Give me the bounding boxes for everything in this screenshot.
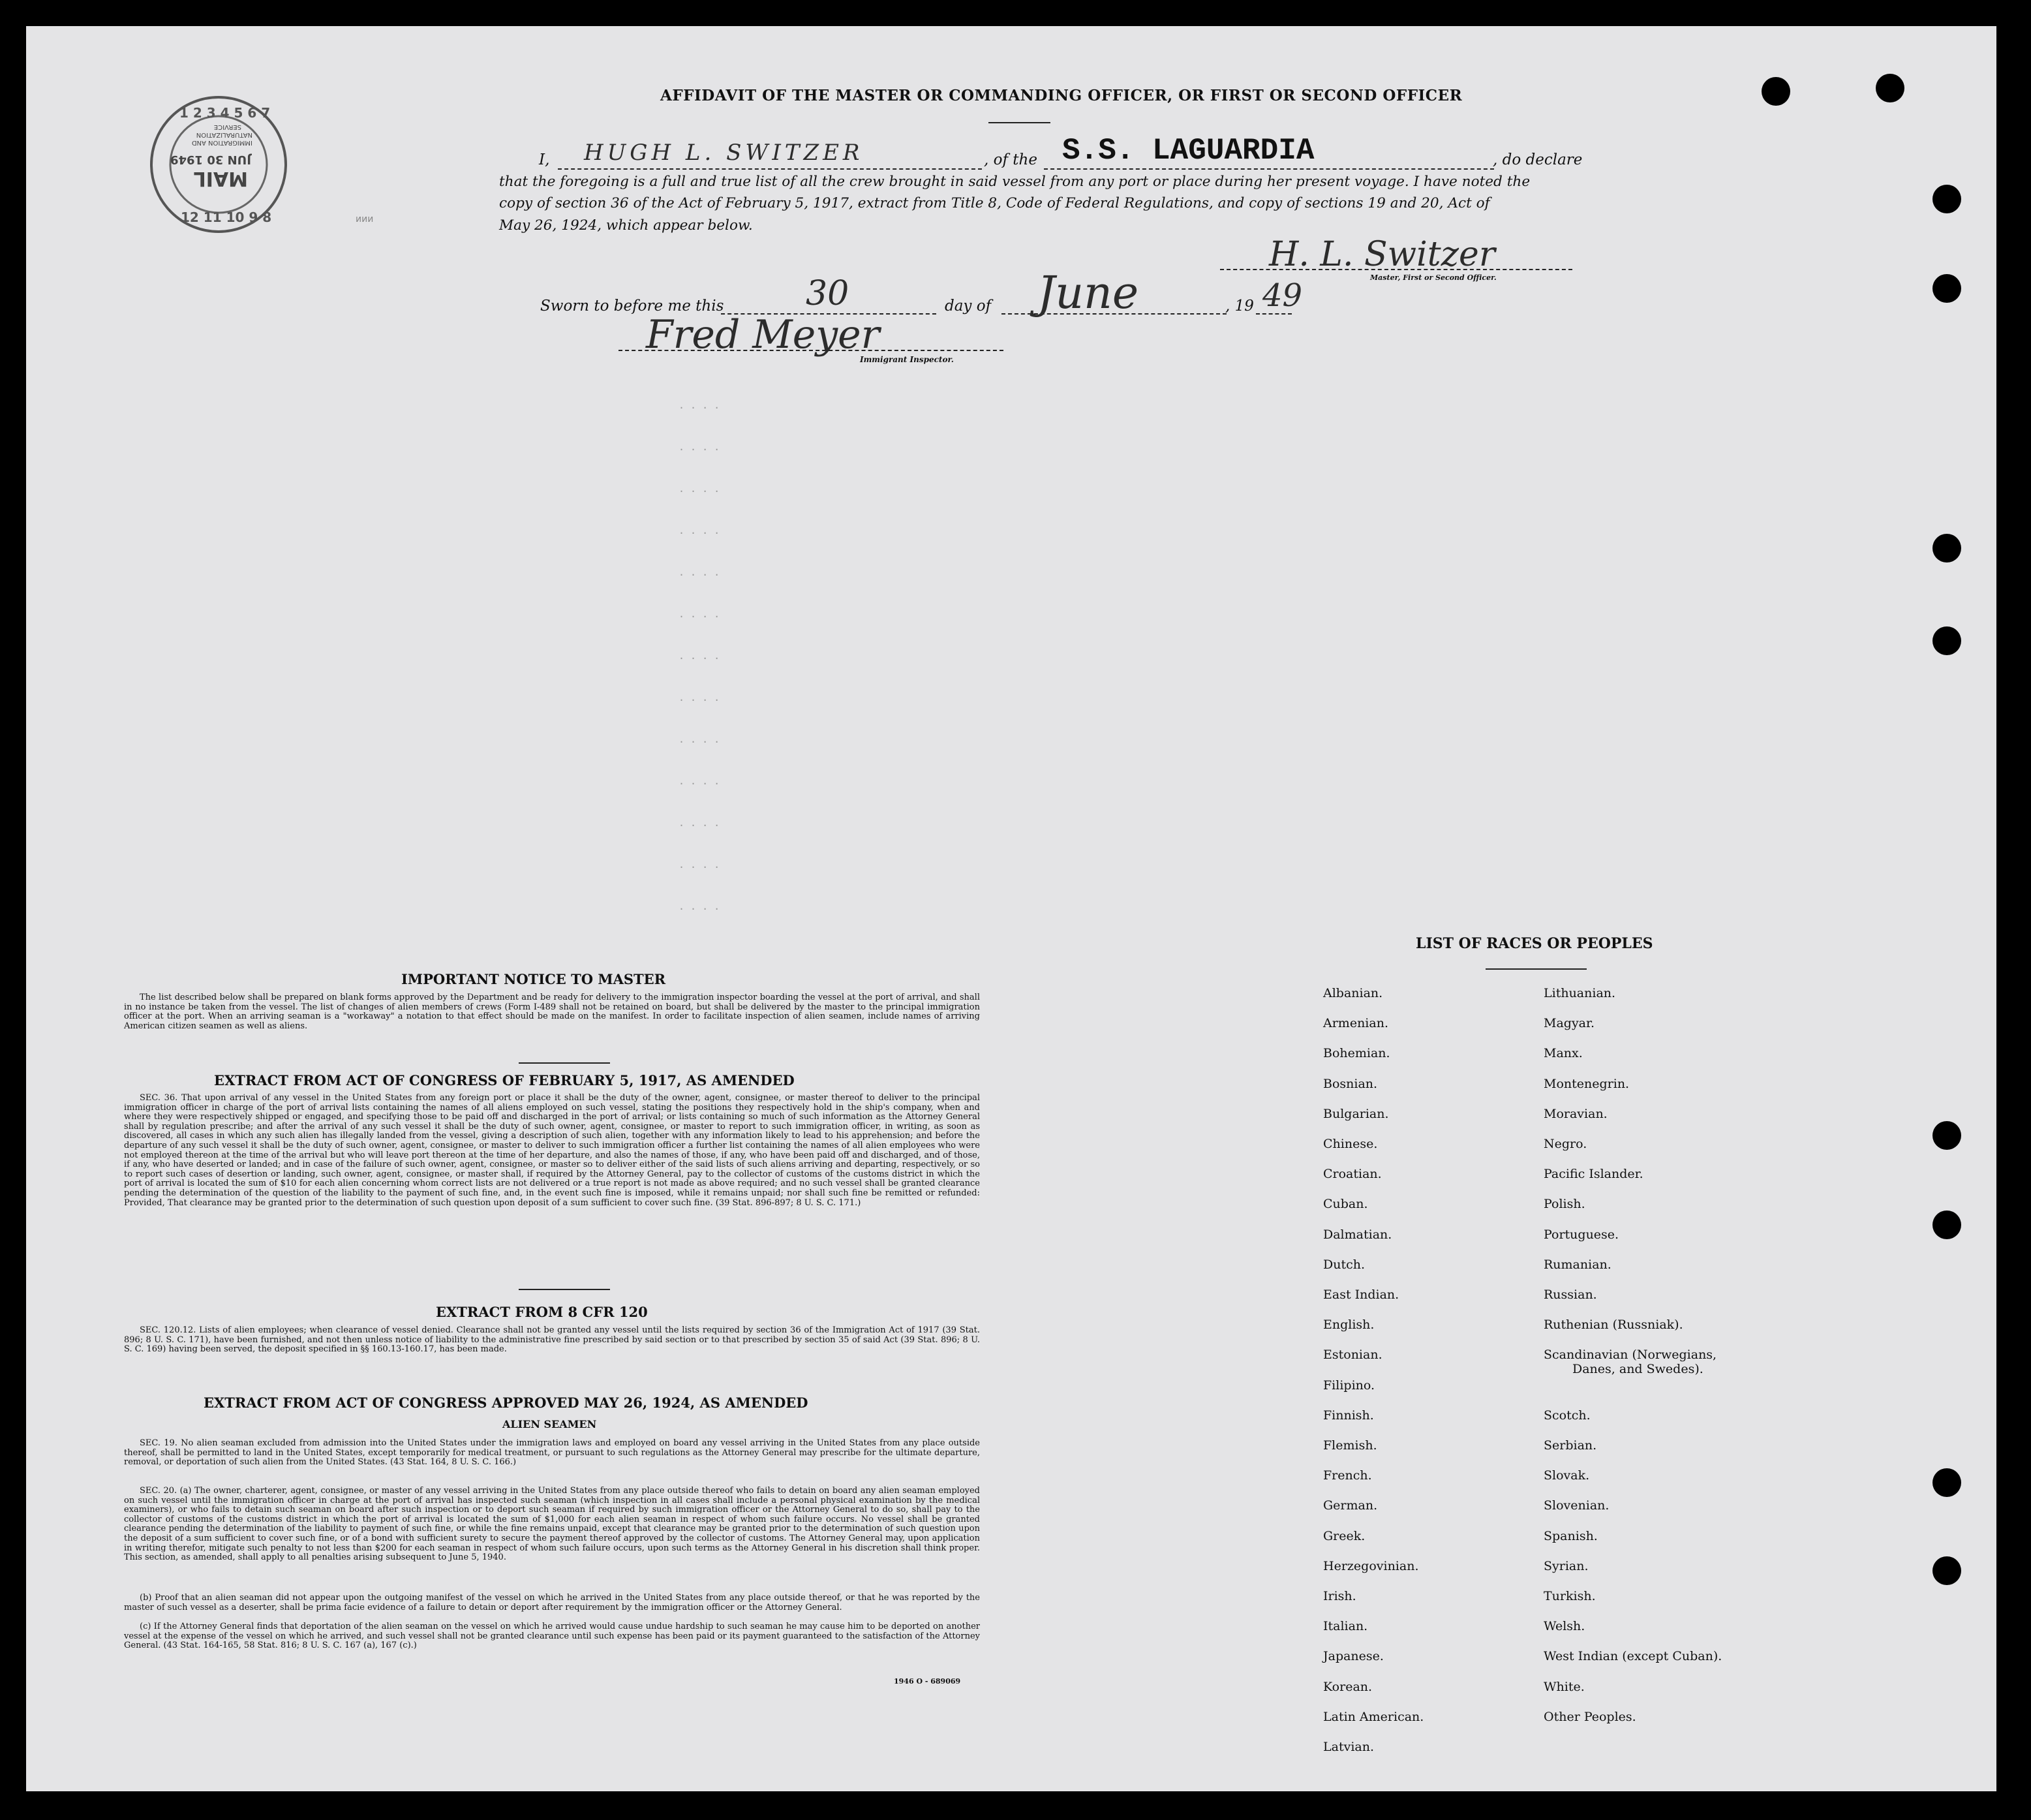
race-item: Russian. xyxy=(1544,1288,1597,1302)
race-item: Albanian. xyxy=(1323,986,1383,1000)
race-item: Irish. xyxy=(1323,1589,1356,1603)
race-item: Flemish. xyxy=(1323,1438,1377,1453)
race-item: Polish. xyxy=(1544,1197,1585,1212)
race-item: Bohemian. xyxy=(1323,1046,1390,1061)
extract-1917-body: SEC. 36. That upon arrival of any vessel in the United States from any foreign port or place it shall be the duty of the owner, agent, consignee, or master thereof to deliver to the principal immigration officer in charge of the port of arrival lists containing the names of all aliens employed on such vessel, stating the positions they respectively hold in the ship's company, when and where they were respectively shipped or engaged, and specifying those to be paid off and discharged in the port of arrival; or lists containing so much of such information as the Attorney General shall by regulation prescribe; and after the arrival of any such vessel it shall be the duty of such owner, agent, consignee, or master to report to such immigration officer, in writing, as soon as discovered, all cases in which any such alien has illegally landed from the vessel, giving a description of such alien, together with any information likely to lead to his apprehension; and before the departure of any such vessel it shall be the duty of such owner, agent, consignee, or master to deliver to such immigration officer a further list containing the names of all alien employees who were not employed thereon at the time of the arrival but who will leave port thereon at the time of her departure, and also the names of those, if any, who have been paid off and discharged, and of those, if any, who have deserted or landed; and in case of the failure of such owner, agent, consignee, or master so to deliver either of the said lists of such aliens arriving and departing, respectively, or so to report such cases of desertion or landing, such owner, agent, consignee, or master shall, if required by the Attorney General, pay to the collector of customs of the customs district in which the port of arrival is located the sum of $10 for each alien concerning whom correct lists are not delivered or a true report is not made as above required; and no such vessel shall be granted clearance pending the determination of the question of the liability to the payment of such fine, and, in the event such fine is imposed, while it remains unpaid; nor shall such fine be remitted or refunded: Provided, That clearance may be granted prior to the determination of such question upon deposit of a sum sufficient to cover such fine. (39 Stat. 896-897; 8 U. S. C. 171.) xyxy=(124,1093,980,1208)
race-item: Turkish. xyxy=(1544,1589,1596,1603)
binder-hole xyxy=(1876,74,1904,102)
binder-hole xyxy=(1932,1468,1961,1497)
extract-1924-sec20a: SEC. 20. (a) The owner, charterer, agent, consignee, or master of any vessel arriving in the United States from any place outside thereof who fails to detain on board any alien seaman employed on such vessel until the immigration officer in charge at the port of arrival has inspected such seaman (which inspection in all cases shall include a personal physical examination by the medical examiners), or who fails to detain such seaman on board after such inspection or to deport such seaman if required by such immigration officer or the Attorney General to do so, shall pay to the collector of customs of the customs district in which the port of arrival is located the sum of $1,000 for each alien seaman in respect of whom such failure occurs. No vessel shall be granted clearance pending the determination of the liability to payment of such fine, or while the fine remains unpaid, except that clearance may be granted prior to the determination of such question upon the deposit of a sum sufficient to cover such fine, or of a bond with sufficient surety to secure the payment thereof approved by the collector of customs. The Attorney General may, upon application in writing therefor, mitigate such penalty to not less than $200 for each seaman in respect of whom such failure occurs, upon such terms as the Attorney General in his discretion shall think proper. This section, as amended, shall apply to all penalties arising subsequent to June 5, 1940. xyxy=(124,1486,980,1563)
print-code: 1946 O - 689069 xyxy=(894,1677,961,1686)
race-item: Syrian. xyxy=(1544,1558,1589,1573)
master-caption: Master, First or Second Officer. xyxy=(1370,273,1497,282)
affidavit-title: AFFIDAVIT OF THE MASTER OR COMMANDING OFFICER, OR FIRST OR SECOND OFFICER xyxy=(660,87,1463,104)
races-divider xyxy=(1486,968,1587,970)
sworn-year: 49 xyxy=(1262,277,1303,314)
race-item: German. xyxy=(1323,1498,1378,1513)
extract-cfr-body: SEC. 120.12. Lists of alien employees; when clearance of vessel denied. Clearance shall not be granted any vessel until the lists required by section 36 of the Immigration Act of 1917 (39 Stat. 896; 8 U. S. C. 171), have been furnished, and not then unless notice of liability to the administrative fine prescribed by said section or to that prescribed by section 35 of said Act (39 Stat. 896; 8 U. S. C. 169) having been served, the deposit specified in §§ 160.13-160.17, has been made. xyxy=(124,1325,980,1355)
race-item: Chinese. xyxy=(1323,1137,1378,1151)
race-item: Bulgarian. xyxy=(1323,1106,1389,1121)
race-item: Other Peoples. xyxy=(1544,1709,1636,1724)
extract-cfr-title: EXTRACT FROM 8 CFR 120 xyxy=(436,1304,648,1320)
vessel-line xyxy=(1044,168,1494,170)
svg-text:IMMIGRATION AND: IMMIGRATION AND xyxy=(191,139,252,146)
race-item: Negro. xyxy=(1544,1137,1587,1151)
officer-name: HUGH L. SWITZER xyxy=(584,140,864,166)
race-item: Latvian. xyxy=(1323,1740,1374,1754)
race-item: Dalmatian. xyxy=(1323,1227,1392,1242)
stamp-icon xyxy=(147,91,374,248)
race-item: Ruthenian (Russniak). xyxy=(1544,1318,1683,1333)
svg-text:JUN 30 1949: JUN 30 1949 xyxy=(170,153,251,166)
faint-mark: · · · · xyxy=(679,820,720,831)
extract-1924-sec20b: (b) Proof that an alien seaman did not appear upon the outgoing manifest of the vessel on which he arrived in the United States from any place outside thereof, or that he was reported by the master of such vessel as a deserter, shall be prima facie evidence of a failure to detain or deport after requirement by the immigration officer or the Attorney General. xyxy=(124,1593,980,1612)
inspector-caption: Immigrant Inspector. xyxy=(860,355,954,364)
race-item: Dutch. xyxy=(1323,1257,1366,1272)
race-item: Magyar. xyxy=(1544,1016,1595,1031)
races-title: LIST OF RACES OR PEOPLES xyxy=(1416,935,1653,952)
faint-mark: · · · · xyxy=(679,486,720,497)
race-item: Moravian. xyxy=(1544,1106,1608,1121)
race-item: Spanish. xyxy=(1544,1528,1598,1543)
race-item: English. xyxy=(1323,1318,1375,1333)
notice-body: The list described below shall be prepared on blank forms approved by the Department and be ready for delivery to the immigration inspector boarding the vessel at the port of arrival, and shall in no instance be taken from the vessel. The list of changes of alien members of crews (Form I-489 shall not be retained on board, but shall be delivered by the master to the principal immigration officer at the port. When an arriving seaman is a "workaway" a notation to that effect should be made on the manifest. In order to facilitate inspection of alien seamen, include names of arriving American citizen seamen as well as aliens. xyxy=(124,993,980,1031)
sworn-month: June xyxy=(1037,268,1139,319)
faint-mark: · · · · xyxy=(679,653,720,664)
officer-name-line xyxy=(558,168,982,170)
faint-mark: · · · · xyxy=(679,527,720,539)
mail-stamp xyxy=(147,91,374,248)
race-item: Bosnian. xyxy=(1323,1076,1378,1091)
race-item: Finnish. xyxy=(1323,1408,1374,1423)
race-item: Cuban. xyxy=(1323,1197,1368,1212)
race-item: Lithuanian. xyxy=(1544,986,1616,1000)
sworn-day: 30 xyxy=(806,274,849,313)
faint-mark: · · · · xyxy=(679,778,720,790)
race-item: East Indian. xyxy=(1323,1288,1399,1302)
race-item: Pacific Islander. xyxy=(1544,1167,1643,1182)
race-item: Scotch. xyxy=(1544,1408,1591,1423)
bleed-through-marks xyxy=(561,398,757,946)
year-prefix: , 19 xyxy=(1225,298,1254,315)
extract-1924-sec20c: (c) If the Attorney General finds that deportation of the alien seaman on the vessel on which he arrived would cause undue hardship to such seaman he may cause him to be deported on another vessel at the expense of the vessel on which he arrived, and such vessel shall not be granted clearance until such expense has been paid or its payment guaranteed to the satisfaction of the Attorney General. (43 Stat. 164-165, 58 Stat. 816; 8 U. S. C. 167 (a), 167 (c).) xyxy=(124,1622,980,1651)
race-item: Scandinavian (Norwegians, xyxy=(1544,1348,1717,1363)
binder-hole xyxy=(1932,534,1961,563)
extract-1924-sec19: SEC. 19. No alien seaman excluded from admission into the United States under the immigration laws and employed on board any vessel arriving in the United States from any place outside thereof, shall be permitted to land in the United States, except temporarily for medical treatment, or pursuant to such regulations as the Attorney General may prescribe for the ultimate departure, removal, or deportation of such alien from the United States. (43 Stat. 164, 8 U. S. C. 166.) xyxy=(124,1438,980,1468)
faint-mark: · · · · xyxy=(679,444,720,455)
race-item: Welsh. xyxy=(1544,1619,1585,1634)
svg-text:12 11 10 9 8: 12 11 10 9 8 xyxy=(181,209,272,225)
race-item: White. xyxy=(1544,1679,1585,1694)
race-item: Montenegrin. xyxy=(1544,1076,1630,1091)
title-divider xyxy=(988,122,1050,123)
i-label: I, xyxy=(539,151,550,168)
race-item: West Indian (except Cuban). xyxy=(1544,1649,1722,1664)
do-declare-label: , do declare xyxy=(1493,151,1583,168)
svg-text:MAIL: MAIL xyxy=(193,167,248,190)
faint-mark: · · · · xyxy=(679,903,720,915)
extract-1917-divider xyxy=(519,1289,610,1290)
binder-hole xyxy=(1932,274,1961,303)
extract-1924-subtitle: ALIEN SEAMEN xyxy=(502,1418,597,1430)
day-of-label: day of xyxy=(945,298,992,315)
binder-hole xyxy=(1932,185,1961,213)
vessel-name: S.S. LAGUARDIA xyxy=(1062,134,1315,168)
race-item: Korean. xyxy=(1323,1679,1373,1694)
race-item: Italian. xyxy=(1323,1619,1368,1634)
binder-hole xyxy=(1762,77,1790,106)
race-item: Latin American. xyxy=(1323,1709,1424,1724)
race-item: Japanese. xyxy=(1323,1649,1384,1664)
faint-mark: · · · · xyxy=(679,611,720,623)
svg-text:NATURALIZATION: NATURALIZATION xyxy=(196,131,252,138)
faint-mark: · · · · xyxy=(679,694,720,706)
race-item: Danes, and Swedes). xyxy=(1572,1362,1703,1377)
svg-text:SERVICE: SERVICE xyxy=(213,123,241,131)
binder-hole xyxy=(1932,1121,1961,1150)
faint-mark: · · · · xyxy=(679,402,720,414)
race-item: Filipino. xyxy=(1323,1378,1375,1393)
binder-hole xyxy=(1932,626,1961,655)
race-item: French. xyxy=(1323,1468,1372,1483)
race-item: Herzegovinian. xyxy=(1323,1558,1419,1573)
race-item: Serbian. xyxy=(1544,1438,1597,1453)
race-item: Portuguese. xyxy=(1544,1227,1619,1242)
svg-text:1 2 3 4 5 6 7: 1 2 3 4 5 6 7 xyxy=(179,105,271,121)
race-item: Slovak. xyxy=(1544,1468,1590,1483)
notice-divider xyxy=(519,1062,610,1064)
master-signature: H. L. Switzer xyxy=(1269,235,1495,274)
extract-1917-title: EXTRACT FROM ACT OF CONGRESS OF FEBRUARY 5, 1917, AS AMENDED xyxy=(214,1072,795,1088)
race-item: Armenian. xyxy=(1323,1016,1388,1031)
race-item: Croatian. xyxy=(1323,1167,1382,1182)
extract-1924-title: EXTRACT FROM ACT OF CONGRESS APPROVED MAY 26, 1924, AS AMENDED xyxy=(204,1395,808,1411)
svg-text:ᴎᴎᴎ: ᴎᴎᴎ xyxy=(356,214,374,224)
binder-hole xyxy=(1932,1556,1961,1585)
faint-mark: · · · · xyxy=(679,861,720,873)
binder-hole xyxy=(1932,1211,1961,1239)
of-the-label: , of the xyxy=(984,151,1037,168)
notice-title: IMPORTANT NOTICE TO MASTER xyxy=(401,971,666,987)
sworn-label: Sworn to before me this xyxy=(540,298,724,315)
declaration-line-2: that the foregoing is a full and true list of all the crew brought in said vessel from any port or place during her present voyage. I have noted the xyxy=(499,174,1531,190)
faint-mark: · · · · xyxy=(679,569,720,581)
declaration-line-3: copy of section 36 of the Act of February 5, 1917, extract from Title 8, Code of Federal Regulations, and copy of sections 19 and 20, Act of xyxy=(499,195,1490,211)
inspector-signature: Fred Meyer xyxy=(646,312,880,358)
race-item: Rumanian. xyxy=(1544,1257,1611,1272)
race-item: Slovenian. xyxy=(1544,1498,1610,1513)
race-item: Estonian. xyxy=(1323,1348,1382,1363)
declaration-line-4: May 26, 1924, which appear below. xyxy=(499,217,753,234)
race-item: Greek. xyxy=(1323,1528,1366,1543)
faint-mark: · · · · xyxy=(679,736,720,748)
race-item: Manx. xyxy=(1544,1046,1583,1061)
